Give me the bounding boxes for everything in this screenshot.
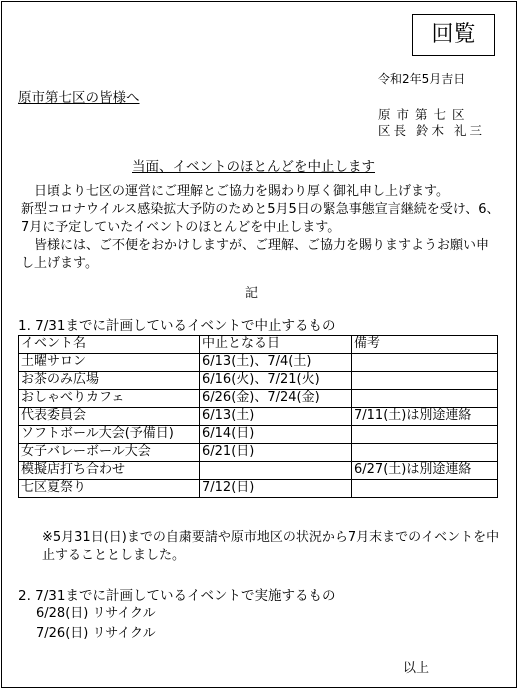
section2-title: 2. 7/31までに計画しているイベントで実施するもの (18, 588, 336, 604)
header-remarks: 備考 (352, 336, 498, 354)
recycle-event: 7/26(日) リサイクル (36, 626, 156, 641)
event-name: 七区夏祭り (19, 480, 200, 498)
event-name: お茶のみ広場 (19, 372, 200, 390)
remarks (352, 354, 498, 372)
body-paragraph: 皆様には、ご不便をおかけしますが、ご理解、ご協力を賜りますようお願い申し上げます。 (21, 238, 490, 271)
table-row (19, 408, 498, 426)
table-row (19, 444, 498, 462)
remarks (352, 390, 498, 408)
table-row (19, 480, 498, 498)
event-name: 代表委員会 (19, 408, 200, 426)
table-row (19, 426, 498, 444)
cancel-date: 6/26(金)、7/24(金) (200, 390, 352, 408)
cancel-date: 6/14(日) (200, 426, 352, 444)
table-row (19, 372, 498, 390)
sender-org: 原市第七区 (378, 107, 471, 122)
cancelled-events-table (18, 335, 498, 498)
issue-date: 令和2年5月吉日 (378, 72, 466, 86)
event-name: ソフトボール大会(予備日) (19, 426, 200, 444)
cancel-date (200, 462, 352, 480)
header-event-name: イベント名 (19, 336, 200, 354)
circulation-stamp: 回覧 (412, 14, 495, 56)
event-name: 模擬店打ち合わせ (19, 462, 200, 480)
table-row (19, 462, 498, 480)
header-cancel-date: 中止となる日 (200, 336, 352, 354)
event-name: 女子バレーボール大会 (19, 444, 200, 462)
remarks (352, 480, 498, 498)
section1-title: 1. 7/31までに計画しているイベントで中止するもの (18, 318, 336, 334)
table-header-row (19, 336, 498, 354)
body-paragraph: 新型コロナウイルス感染拡大予防のためと5月5日の緊急事態宣言継続を受け、6、7月に予定していたイベントのほとんどを中止します。 (21, 202, 500, 235)
remarks (352, 372, 498, 390)
cancel-date: 6/21(日) (200, 444, 352, 462)
closing-mark: 以上 (403, 661, 430, 676)
remarks: 7/11(土)は別途連絡 (352, 408, 498, 426)
event-name: 土曜サロン (19, 354, 200, 372)
cancel-date: 6/13(土) (200, 408, 352, 426)
remarks: 6/27(土)は別途連絡 (352, 462, 498, 480)
cancel-date: 6/13(土)、7/4(土) (200, 354, 352, 372)
sender-chief: 区長 鈴木 礼三 (378, 123, 485, 138)
table-row (19, 390, 498, 408)
cancel-date: 7/12(日) (200, 480, 352, 498)
table-row (19, 354, 498, 372)
subject-heading: 当面、イベントのほとんどを中止します (132, 159, 375, 175)
body-text (21, 183, 501, 273)
cancel-date: 6/16(火)、7/21(火) (200, 372, 352, 390)
event-name: おしゃべりカフェ (19, 390, 200, 408)
remarks (352, 426, 498, 444)
ki-marker: 記 (245, 286, 259, 301)
body-paragraph: 日頃より七区の運営にご理解とご協力を賜わり厚く御礼申し上げます。 (21, 184, 449, 199)
recycle-event: 6/28(日) リサイクル (36, 606, 156, 621)
addressee: 原市第七区の皆様へ (18, 90, 140, 106)
remarks (352, 444, 498, 462)
note-text: ※5月31日(日)までの自粛要請や原市地区の状況から7月末までのイベントを中止することとしました。 (42, 530, 500, 563)
circular-notice (1, 1, 517, 688)
